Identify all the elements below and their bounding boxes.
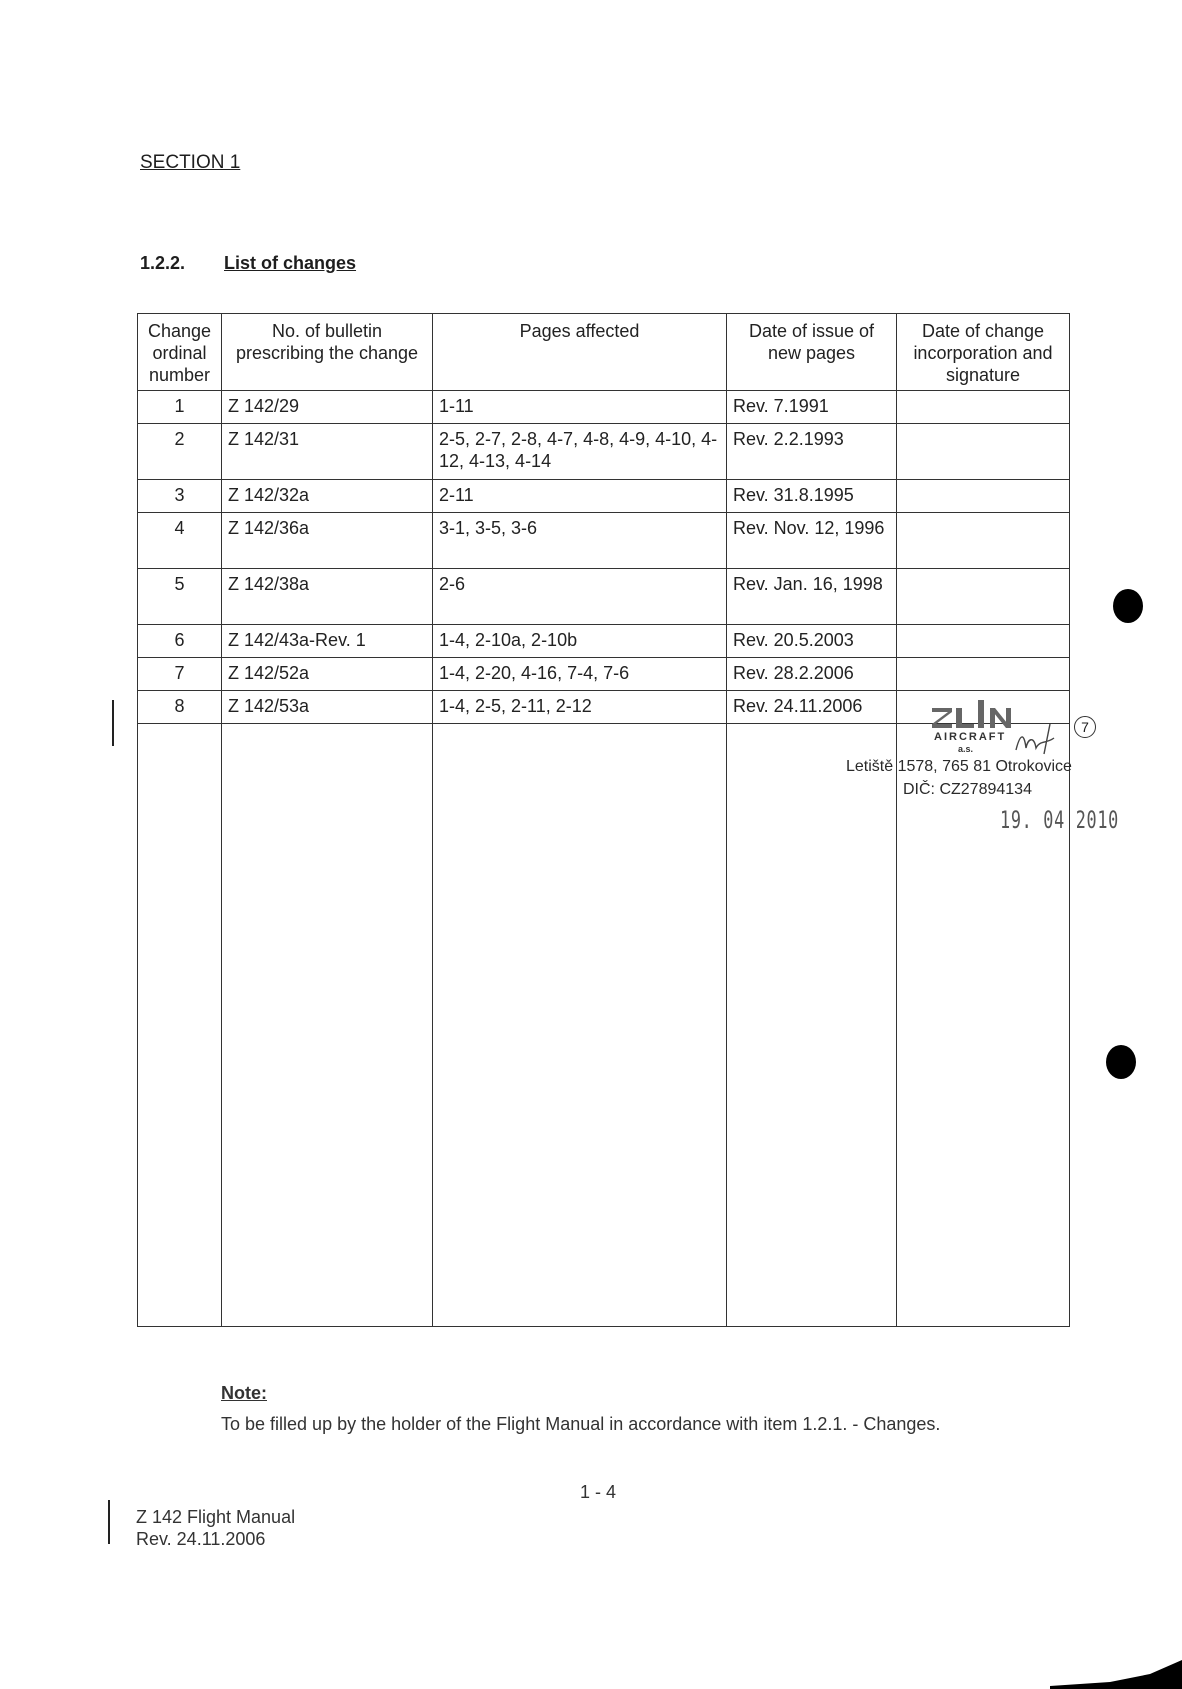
table-row bbox=[138, 625, 1070, 658]
empty-cell bbox=[222, 724, 433, 1327]
cell-signature bbox=[897, 625, 1070, 658]
cell-ordinal: 4 bbox=[138, 513, 222, 569]
table-row bbox=[138, 424, 1070, 480]
cell-signature bbox=[897, 391, 1070, 424]
cell-bulletin: Z 142/52a bbox=[222, 658, 433, 691]
cell-issue-date: Rev. 31.8.1995 bbox=[727, 480, 897, 513]
cell-bulletin: Z 142/38a bbox=[222, 569, 433, 625]
table-row bbox=[138, 480, 1070, 513]
column-header-bulletin: No. of bulletin prescribing the change bbox=[222, 314, 433, 391]
stamp-company-form: a.s. bbox=[958, 744, 974, 754]
scan-shadow-corner bbox=[1050, 1660, 1182, 1689]
cell-bulletin: Z 142/32a bbox=[222, 480, 433, 513]
cell-ordinal: 3 bbox=[138, 480, 222, 513]
manual-title: Z 142 Flight Manual bbox=[136, 1507, 296, 1527]
cell-pages: 1-4, 2-10a, 2-10b bbox=[433, 625, 727, 658]
cell-issue-date: Rev. 20.5.2003 bbox=[727, 625, 897, 658]
cell-pages: 1-4, 2-5, 2-11, 2-12 bbox=[433, 691, 727, 724]
cell-bulletin: Z 142/43a-Rev. 1 bbox=[222, 625, 433, 658]
empty-cell bbox=[138, 724, 222, 1327]
note-label: Note: bbox=[221, 1383, 267, 1403]
section-heading: SECTION 1 bbox=[140, 152, 241, 173]
column-header-issue-date: Date of issue of new pages bbox=[727, 314, 897, 391]
cell-issue-date: Rev. 28.2.2006 bbox=[727, 658, 897, 691]
circled-mark: 7 bbox=[1074, 716, 1096, 738]
subsection-title: List of changes bbox=[224, 253, 357, 273]
subsection-number: 1.2.2. bbox=[140, 253, 186, 273]
cell-ordinal: 5 bbox=[138, 569, 222, 625]
table-empty-rows bbox=[138, 724, 1070, 1327]
cell-ordinal: 6 bbox=[138, 625, 222, 658]
stamp-address: Letiště 1578, 765 81 Otrokovice bbox=[846, 758, 1072, 775]
cell-signature bbox=[897, 569, 1070, 625]
cell-pages: 3-1, 3-5, 3-6 bbox=[433, 513, 727, 569]
cell-bulletin: Z 142/36a bbox=[222, 513, 433, 569]
handwritten-signature bbox=[1010, 720, 1060, 756]
cell-bulletin: Z 142/53a bbox=[222, 691, 433, 724]
note-text: To be filled up by the holder of the Flight Manual in accordance with item 1.2.1. - Changes. bbox=[221, 1414, 941, 1434]
cell-signature bbox=[897, 424, 1070, 480]
column-header-signature: Date of change incorporation and signature bbox=[897, 314, 1070, 391]
cell-pages: 2-6 bbox=[433, 569, 727, 625]
revision-bar bbox=[112, 700, 114, 746]
cell-pages: 1-11 bbox=[433, 391, 727, 424]
table-row bbox=[138, 569, 1070, 625]
cell-bulletin: Z 142/29 bbox=[222, 391, 433, 424]
table-header-row bbox=[138, 314, 1070, 391]
cell-pages: 1-4, 2-20, 4-16, 7-4, 7-6 bbox=[433, 658, 727, 691]
cell-pages: 2-5, 2-7, 2-8, 4-7, 4-8, 4-9, 4-10, 4-12, 4-13, 4-14 bbox=[433, 424, 727, 480]
stamp-date: 19. 04 2010 bbox=[1000, 806, 1119, 834]
punch-hole bbox=[1113, 589, 1143, 623]
cell-issue-date: Rev. Nov. 12, 1996 bbox=[727, 513, 897, 569]
stamp-aircraft-text: AIRCRAFT bbox=[934, 731, 1007, 743]
cell-signature bbox=[897, 513, 1070, 569]
changes-table bbox=[137, 313, 1070, 1327]
table-row bbox=[138, 513, 1070, 569]
stamp-tax-id: DIČ: CZ27894134 bbox=[903, 781, 1032, 798]
manual-revision: Rev. 24.11.2006 bbox=[136, 1529, 266, 1549]
column-header-pages: Pages affected bbox=[433, 314, 727, 391]
table-row bbox=[138, 658, 1070, 691]
cell-issue-date: Rev. Jan. 16, 1998 bbox=[727, 569, 897, 625]
table-row bbox=[138, 391, 1070, 424]
cell-ordinal: 8 bbox=[138, 691, 222, 724]
cell-issue-date: Rev. 7.1991 bbox=[727, 391, 897, 424]
page-number: 1 - 4 bbox=[580, 1482, 617, 1502]
column-header-ordinal: Change ordinal number bbox=[138, 314, 222, 391]
zlin-logo-stamp bbox=[930, 700, 1018, 730]
empty-cell bbox=[727, 724, 897, 1327]
cell-ordinal: 7 bbox=[138, 658, 222, 691]
cell-ordinal: 2 bbox=[138, 424, 222, 480]
cell-issue-date: Rev. 2.2.1993 bbox=[727, 424, 897, 480]
revision-bar bbox=[108, 1500, 110, 1544]
cell-pages: 2-11 bbox=[433, 480, 727, 513]
empty-cell bbox=[433, 724, 727, 1327]
cell-signature bbox=[897, 480, 1070, 513]
cell-bulletin: Z 142/31 bbox=[222, 424, 433, 480]
cell-ordinal: 1 bbox=[138, 391, 222, 424]
punch-hole bbox=[1106, 1045, 1136, 1079]
cell-issue-date: Rev. 24.11.2006 bbox=[727, 691, 897, 724]
cell-signature bbox=[897, 658, 1070, 691]
